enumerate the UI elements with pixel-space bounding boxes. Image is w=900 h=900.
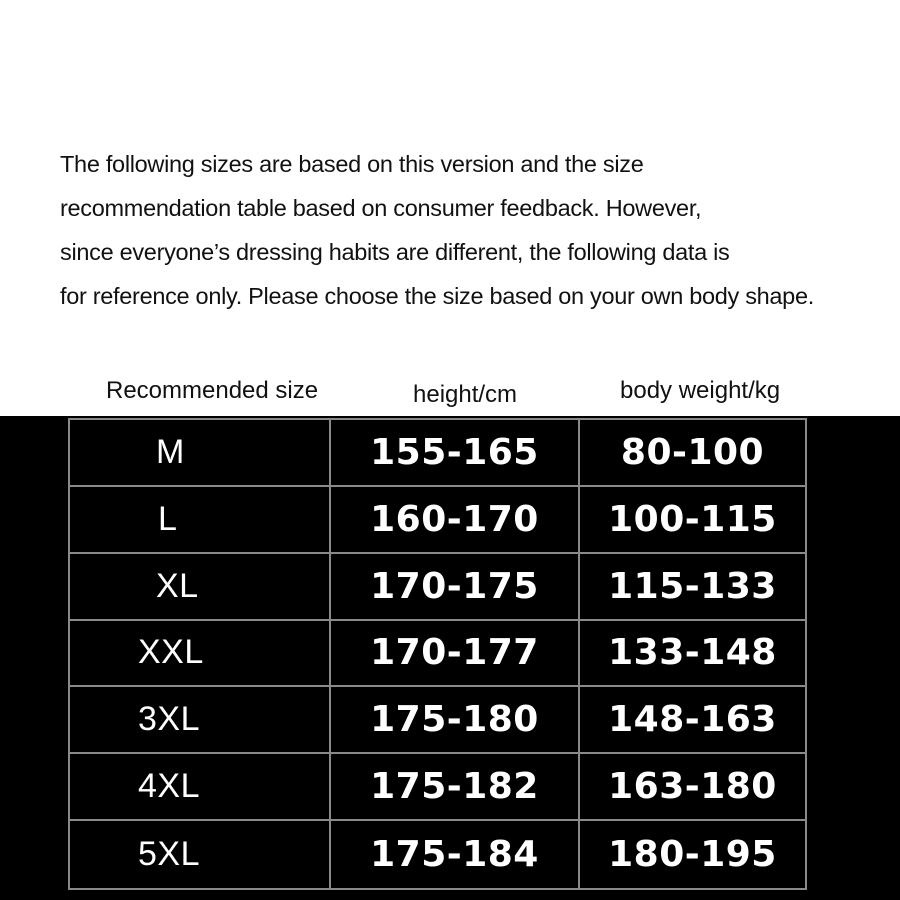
size-cell: XXL <box>70 621 331 688</box>
size-cell: 5XL <box>70 821 331 888</box>
intro-line: The following sizes are based on this version and the size <box>60 151 644 177</box>
weight-cell: 148-163 <box>580 687 805 754</box>
size-cell: 4XL <box>70 754 331 821</box>
weight-cell: 80-100 <box>580 420 805 487</box>
weight-cell: 163-180 <box>580 754 805 821</box>
header-recommended-size: Recommended size <box>106 377 319 404</box>
height-cell: 175-180 <box>331 687 580 754</box>
weight-cell: 100-115 <box>580 487 805 554</box>
height-cell: 170-175 <box>331 554 580 621</box>
intro-line: since everyone’s dressing habits are different, the following data is <box>60 239 730 265</box>
height-cell: 175-184 <box>331 821 580 888</box>
height-cell: 155-165 <box>331 420 580 487</box>
height-cell: 170-177 <box>331 621 580 688</box>
weight-cell: 115-133 <box>580 554 805 621</box>
size-table <box>68 418 807 890</box>
size-cell: XL <box>70 554 331 621</box>
size-cell: L <box>70 487 331 554</box>
header-height: height/cm <box>413 381 518 408</box>
weight-cell: 133-148 <box>580 621 805 688</box>
weight-cell: 180-195 <box>608 834 777 876</box>
intro-paragraph <box>60 142 895 318</box>
intro-line: for reference only. Please choose the size based on your own body shape. <box>60 283 814 309</box>
header-body-weight: body weight/kg <box>620 377 781 404</box>
size-cell: 3XL <box>70 687 331 754</box>
table-header-row <box>0 372 900 416</box>
height-cell: 160-170 <box>331 487 580 554</box>
size-cell: M <box>70 420 331 487</box>
intro-line: recommendation table based on consumer feedback. However, <box>60 195 702 221</box>
height-cell: 175-182 <box>331 754 580 821</box>
